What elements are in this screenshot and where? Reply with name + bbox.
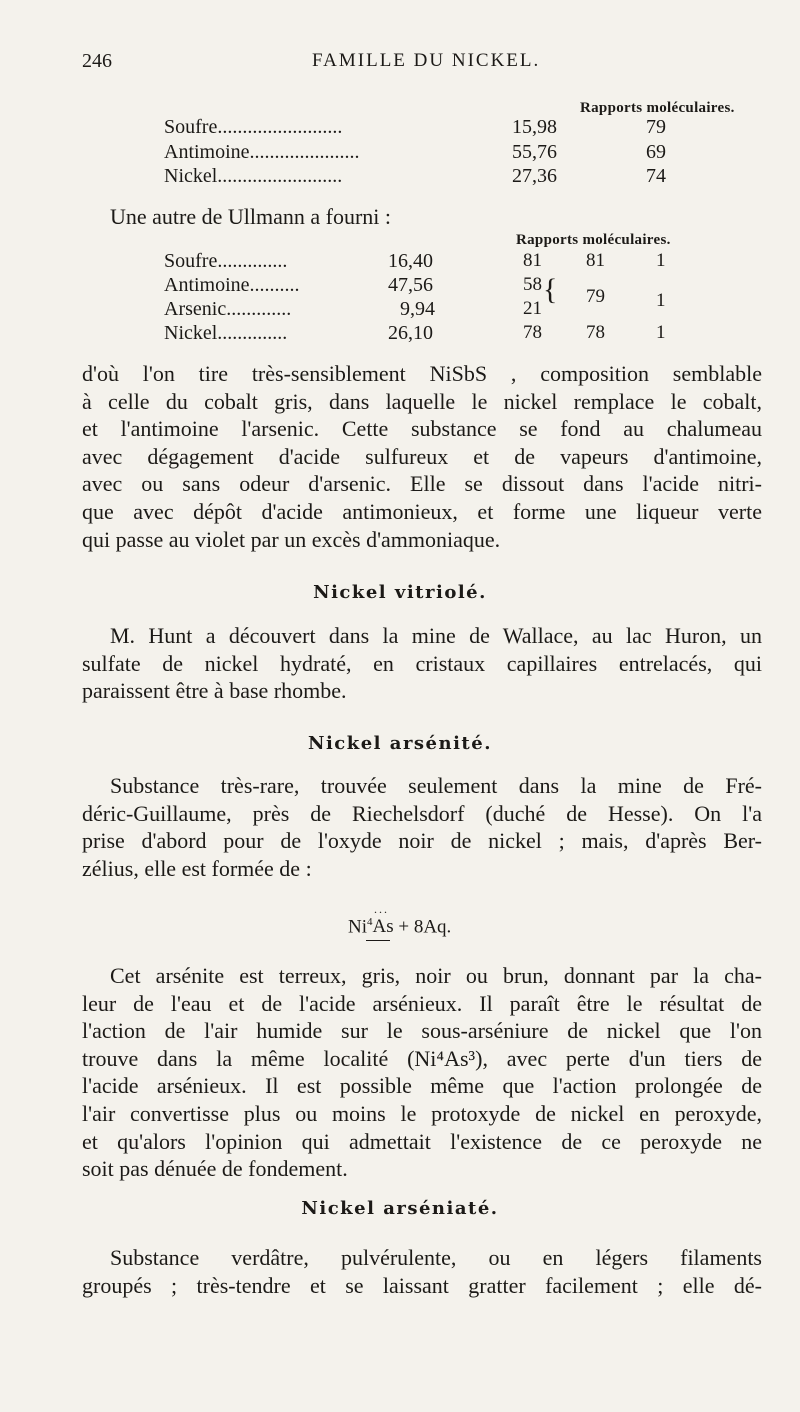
table2-label: Antimoine.......... xyxy=(164,274,300,296)
text-line: groupés ; très-tendre et se laissant gratter facilement ; elle dé- xyxy=(82,1272,762,1298)
table1-value: 15,98 xyxy=(512,116,557,138)
table1-ratio: 69 xyxy=(646,141,666,163)
table2-ratio: 81 xyxy=(586,250,605,271)
paragraph-arseniate xyxy=(82,1244,762,1299)
table1-ratio: 79 xyxy=(646,116,666,138)
text-line: que avec dépôt d'acide antimonieux, et forme une liqueur verte xyxy=(82,498,762,524)
text-line: trouve dans la même localité (Ni⁴As³), avec perte d'un tiers de xyxy=(82,1045,762,1071)
table2-ratio: 78 xyxy=(523,322,542,343)
table2-ratio: 58 xyxy=(523,274,542,295)
text-line: leur de l'eau et de l'acide arsénieux. Il paraît être le résultat de xyxy=(82,990,762,1016)
text-line: déric-Guillaume, près de Riechelsdorf (duché de Hesse). On l'a xyxy=(82,800,762,826)
table2-value: 47,56 xyxy=(388,274,433,296)
table2-label: Soufre.............. xyxy=(164,250,288,272)
text-line: et qu'alors l'opinion qui admettait l'existence de ce peroxyde ne xyxy=(82,1128,762,1154)
text-line: M. Hunt a découvert dans la mine de Wallace, au lac Huron, un xyxy=(110,623,762,648)
table1-label: Nickel......................... xyxy=(164,165,343,187)
table2-ratio: 78 xyxy=(586,322,605,343)
text-line: Substance verdâtre, pulvérulente, ou en légers filaments xyxy=(110,1245,762,1270)
table2-col-header: Rapports moléculaires. xyxy=(516,232,671,248)
table2-ratio: 1 xyxy=(656,250,666,271)
text-line: qui passe au violet par un excès d'ammoniaque. xyxy=(82,526,501,552)
text-line: avec ou sans odeur d'arsenic. Elle se dissout dans l'acide nitri- xyxy=(82,471,762,497)
chemical-formula: $Ni^4As$ ··· + 8Aq. xyxy=(348,916,451,938)
paragraph-composition xyxy=(82,360,762,553)
table2-ratio: 1 xyxy=(656,290,666,311)
table1-value: 55,76 xyxy=(512,141,557,163)
running-title: FAMILLE DU NICKEL. xyxy=(312,50,541,71)
dots-mark: ··· xyxy=(373,905,389,920)
text-line: zélius, elle est formée de : xyxy=(82,855,312,881)
brace-symbol: { xyxy=(543,273,558,306)
paragraph-arsenite xyxy=(82,772,762,882)
underline-mark xyxy=(366,940,390,941)
text-line: d'où l'on tire très-sensiblement NiSbS , composition semblable xyxy=(82,361,762,386)
table1-ratio: 74 xyxy=(646,165,666,187)
text-line: à celle du cobalt gris, dans laquelle le nickel remplace le cobalt, xyxy=(82,388,762,414)
table1-label: Antimoine...................... xyxy=(164,141,360,163)
table2-ratio: 79 xyxy=(586,286,605,307)
table2-value: 16,40 xyxy=(388,250,433,272)
text-line: l'air convertisse plus ou moins le protoxyde de nickel en peroxyde, xyxy=(82,1100,762,1126)
section-heading: Nickel arsénité. xyxy=(308,733,492,754)
text-line: Substance très-rare, trouvée seulement dans la mine de Fré- xyxy=(110,773,762,798)
table2-ratio: 21 xyxy=(523,298,542,319)
paragraph-vitriol xyxy=(82,622,762,705)
section-heading: Nickel vitriolé. xyxy=(313,582,487,603)
text-line: avec dégagement d'acide sulfureux et de vapeurs d'antimoine, xyxy=(82,443,762,469)
intro-text: Une autre de Ullmann a fourni : xyxy=(110,204,392,229)
table2-label: Arsenic............. xyxy=(164,298,292,320)
text-line: soit pas dénuée de fondement. xyxy=(82,1156,348,1182)
text-line: l'action de l'air humide sur le sous-arséniure de nickel que l'on xyxy=(82,1018,762,1044)
text-line: et l'antimoine l'arsenic. Cette substance se fond au chalumeau xyxy=(82,416,762,442)
table1-label: Soufre......................... xyxy=(164,116,343,138)
text-line: Cet arsénite est terreux, gris, noir ou brun, donnant par la cha- xyxy=(110,963,762,988)
text-line: paraissent être à base rhombe. xyxy=(82,678,347,704)
table1-col-header: Rapports moléculaires. xyxy=(580,100,735,116)
table2-ratio: 81 xyxy=(523,250,542,271)
table1-value: 27,36 xyxy=(512,165,557,187)
section-heading: Nickel arséniaté. xyxy=(301,1198,499,1219)
table2-value: 26,10 xyxy=(388,322,433,344)
paragraph-arsenite-detail xyxy=(82,962,762,1183)
page-number: 246 xyxy=(82,50,112,72)
table2-label: Nickel.............. xyxy=(164,322,288,344)
text-line: l'acide arsénieux. Il est possible même que l'action prolongée de xyxy=(82,1073,762,1099)
table2-value: 9,94 xyxy=(400,298,435,320)
table2-ratio: 1 xyxy=(656,322,666,343)
text-line: sulfate de nickel hydraté, en cristaux capillaires entrelacés, qui xyxy=(82,650,762,676)
text-line: prise d'abord pour de l'oxyde noir de nickel ; mais, d'après Ber- xyxy=(82,828,762,854)
